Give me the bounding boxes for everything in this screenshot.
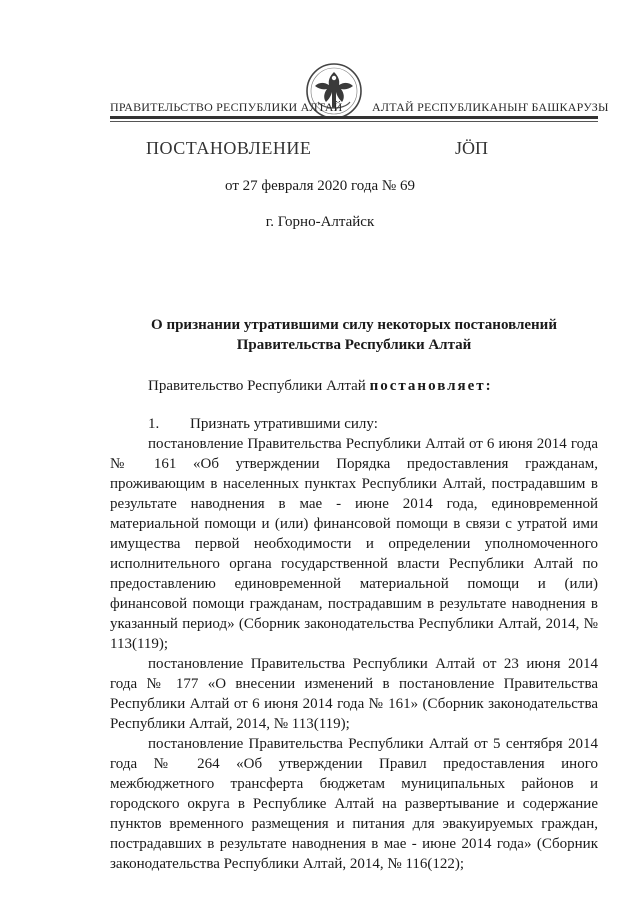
header-government-name-alt: АЛТАЙ РЕСПУБЛИКАНЫҤ БАШКАРУЗЫ — [372, 100, 609, 114]
resolves-line — [148, 378, 493, 395]
header-rule-thick — [110, 116, 598, 119]
decree-date-number: от 27 февраля 2020 года № 69 — [225, 178, 415, 194]
resolves-verb: постановляет: — [369, 378, 493, 394]
header-government-name-ru: ПРАВИТЕЛЬСТВО РЕСПУБЛИКИ АЛТАЙ — [110, 100, 343, 114]
list-item-number: 1. — [148, 416, 160, 432]
body-paragraph-2: постановление Правительства Республики Алтай от 23 июня 2014 года № 177 «О внесении изменений в постановление Правительства Республики Алтай от 6 июня 2014 года № 161» (Сборник законодательства Республики Алтай, 2014, № 113(119); — [110, 656, 598, 732]
list-item-text: Признать утратившими силу: — [190, 416, 378, 432]
decree-city: г. Горно-Алтайск — [265, 214, 375, 230]
document-title-line-2: Правительства Республики Алтай — [236, 337, 472, 353]
body-paragraph-1: постановление Правительства Республики Алтай от 6 июня 2014 года № 161 «Об утверждении Порядка предоставления гражданам, проживающим в населенных пунктах Республики Алтай, пострадавшим в результате наводнения в мае - июне 2014 года, единовременной материальной помощи и (или) финансовой помощи в связи с утратой ими имущества первой необходимости и определении уполномоченного исполнительного органа государственной власти Республики Алтай по предоставлению единовременной материальной помощи и (или) финансовой помощи гражданам, пострадавшим в результате наводнения в указанный период» (Сборник законодательства Республики Алтай, 2014, № 113(119); — [110, 436, 598, 652]
document-body — [110, 414, 598, 874]
body-paragraph-3: постановление Правительства Республики Алтай от 5 сентября 2014 года № 264 «Об утверждении Правил предоставления иного межбюджетного трансферта бюджетам муниципальных районов и городского округа в Республике Алтай на развертывание и содержание пунктов временного размещения и питания для эвакуируемых граждан, пострадавших в результате наводнения в мае - июне 2014 года» (Сборник законодательства Республики Алтай, 2014, № 116(122); — [110, 736, 598, 872]
document-title-line-1: О признании утратившими силу некоторых постановлений — [151, 317, 557, 333]
document-title — [110, 315, 598, 355]
decree-label-ru: ПОСТАНОВЛЕНИЕ — [146, 138, 312, 158]
decree-label-alt: JÖП — [455, 138, 489, 158]
resolves-prefix: Правительство Республики Алтай — [148, 378, 366, 394]
header-rule-thin — [110, 121, 598, 122]
list-item-1 — [110, 414, 598, 434]
